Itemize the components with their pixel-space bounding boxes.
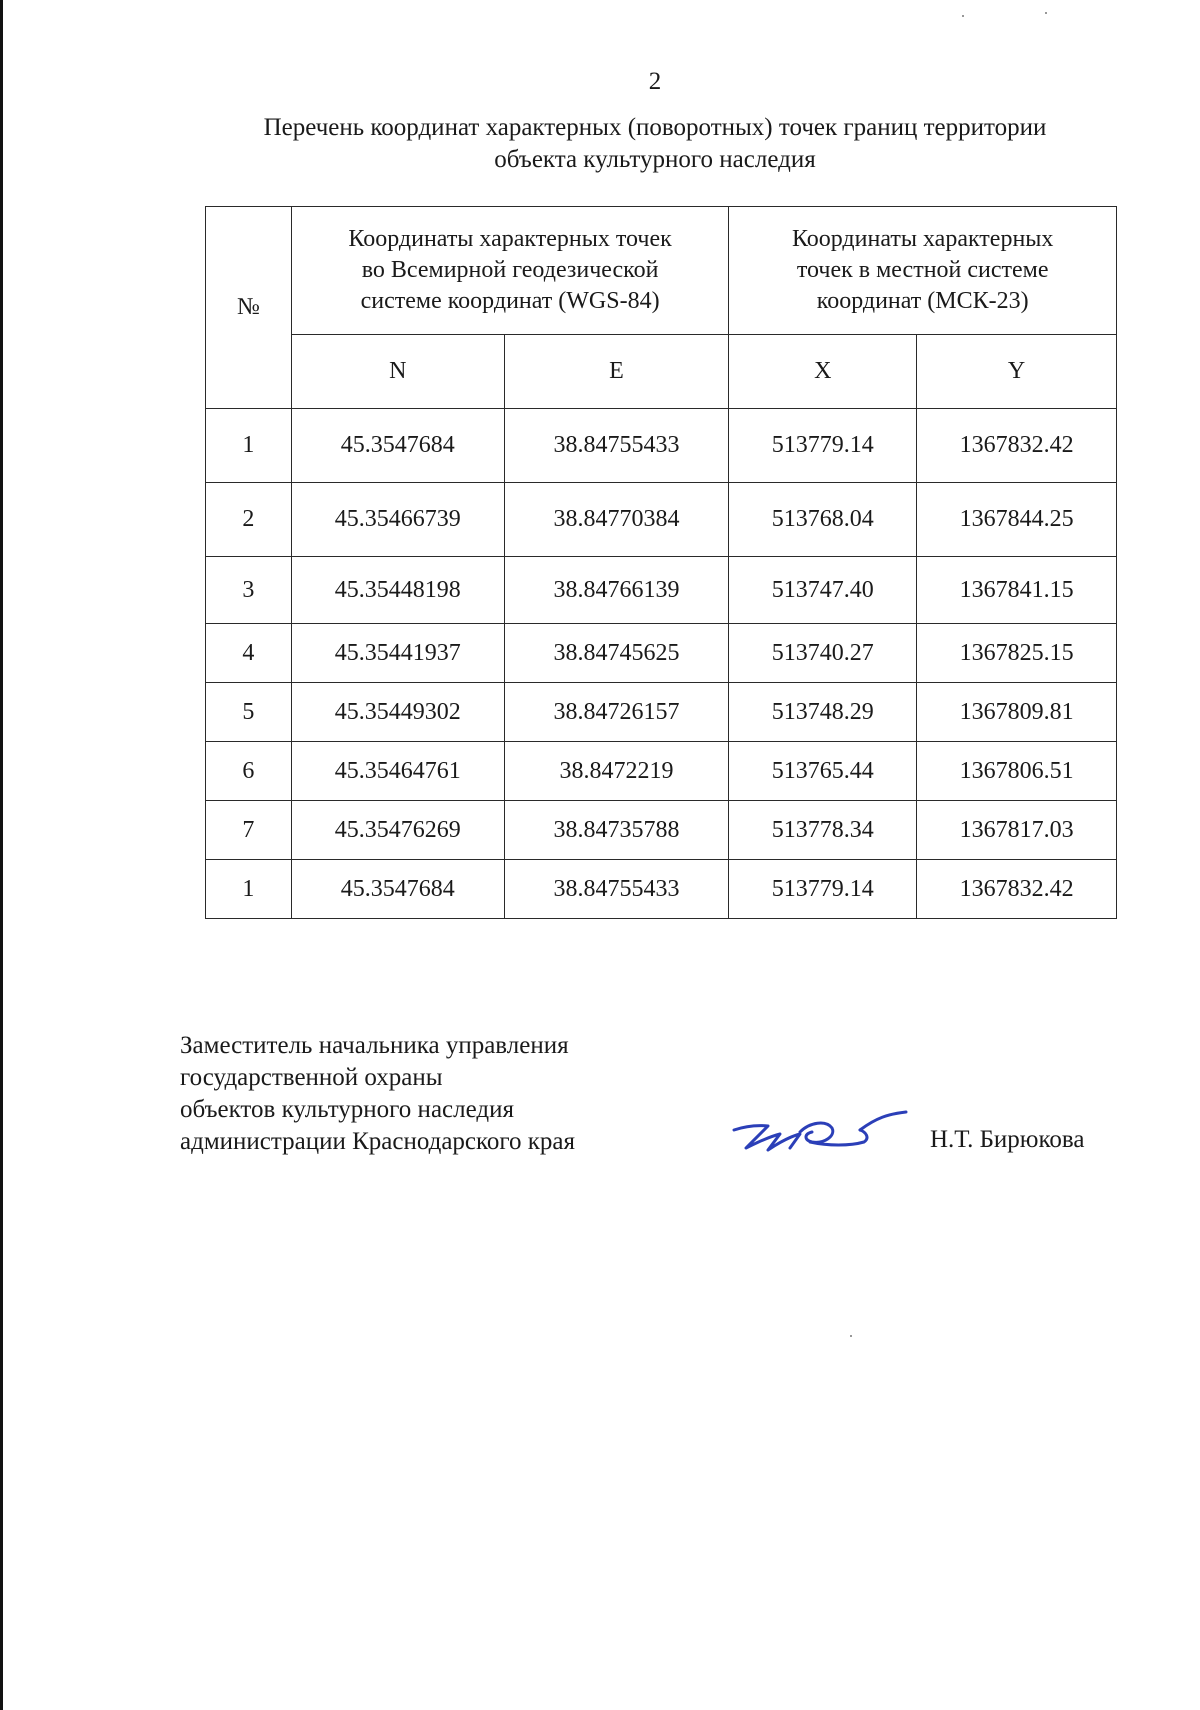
cell-n: 45.35476269 — [291, 801, 504, 860]
cell-y: 1367806.51 — [917, 742, 1117, 801]
header-msk23-line: Координаты характерных — [791, 226, 1054, 252]
cell-x: 513765.44 — [729, 742, 917, 801]
cell-x: 513779.14 — [729, 409, 917, 483]
header-number: № — [206, 207, 292, 409]
table-row — [206, 860, 1117, 919]
cell-n: 45.35466739 — [291, 483, 504, 557]
table-row — [206, 801, 1117, 860]
header-x: X — [729, 335, 917, 409]
coordinates-table — [205, 206, 1117, 919]
cell-y: 1367809.81 — [917, 683, 1117, 742]
cell-number: 5 — [206, 683, 292, 742]
position-line: государственной охраны — [180, 1064, 443, 1091]
cell-e: 38.84766139 — [504, 557, 729, 624]
cell-number: 3 — [206, 557, 292, 624]
cell-n: 45.35448198 — [291, 557, 504, 624]
position-line: Заместитель начальника управления — [180, 1032, 569, 1059]
header-wgs84-line: системе координат (WGS-84) — [360, 288, 660, 314]
cell-y: 1367844.25 — [917, 483, 1117, 557]
document-title — [195, 112, 1115, 176]
cell-x: 513779.14 — [729, 860, 917, 919]
cell-n: 45.3547684 — [291, 409, 504, 483]
title-line-2: объекта культурного наследия — [494, 146, 816, 173]
header-n: N — [291, 335, 504, 409]
header-msk23-line: координат (МСК-23) — [816, 288, 1029, 314]
cell-n: 45.35449302 — [291, 683, 504, 742]
cell-y: 1367817.03 — [917, 801, 1117, 860]
cell-e: 38.84770384 — [504, 483, 729, 557]
table-row — [206, 557, 1117, 624]
signatory-position — [180, 1030, 575, 1158]
cell-e: 38.84726157 — [504, 683, 729, 742]
cell-x: 513747.40 — [729, 557, 917, 624]
cell-x: 513740.27 — [729, 624, 917, 683]
header-msk23-line: точек в местной системе — [796, 257, 1049, 283]
cell-number: 4 — [206, 624, 292, 683]
cell-e: 38.84745625 — [504, 624, 729, 683]
cell-n: 45.35464761 — [291, 742, 504, 801]
header-wgs84-line: Координаты характерных точек — [348, 226, 672, 252]
cell-n: 45.3547684 — [291, 860, 504, 919]
position-line: администрации Краснодарского края — [180, 1128, 576, 1155]
scan-speck — [850, 1335, 852, 1337]
page-number: 2 — [648, 68, 662, 95]
cell-x: 513778.34 — [729, 801, 917, 860]
header-msk23 — [729, 207, 1117, 335]
table-row — [206, 483, 1117, 557]
table-row — [206, 409, 1117, 483]
title-line-1: Перечень координат характерных (поворотных) точек границ территории — [263, 114, 1047, 141]
handwritten-signature — [728, 1108, 908, 1168]
cell-e: 38.84755433 — [504, 860, 729, 919]
cell-x: 513768.04 — [729, 483, 917, 557]
header-wgs84-line: во Всемирной геодезической — [361, 257, 659, 283]
signer-name: Н.Т. Бирюкова — [930, 1126, 1085, 1153]
cell-n: 45.35441937 — [291, 624, 504, 683]
cell-y: 1367841.15 — [917, 557, 1117, 624]
scan-speck — [1045, 12, 1047, 14]
cell-number: 1 — [206, 860, 292, 919]
scan-edge — [0, 0, 3, 1710]
header-y: Y — [917, 335, 1117, 409]
header-e: E — [504, 335, 729, 409]
table-row — [206, 742, 1117, 801]
position-line: объектов культурного наследия — [180, 1096, 514, 1123]
cell-number: 1 — [206, 409, 292, 483]
scan-speck — [962, 15, 964, 17]
cell-number: 6 — [206, 742, 292, 801]
cell-e: 38.84755433 — [504, 409, 729, 483]
cell-number: 2 — [206, 483, 292, 557]
header-wgs84 — [291, 207, 729, 335]
table-row — [206, 683, 1117, 742]
cell-x: 513748.29 — [729, 683, 917, 742]
table-row — [206, 624, 1117, 683]
cell-y: 1367832.42 — [917, 409, 1117, 483]
cell-y: 1367832.42 — [917, 860, 1117, 919]
cell-e: 38.8472219 — [504, 742, 729, 801]
cell-number: 7 — [206, 801, 292, 860]
cell-y: 1367825.15 — [917, 624, 1117, 683]
cell-e: 38.84735788 — [504, 801, 729, 860]
